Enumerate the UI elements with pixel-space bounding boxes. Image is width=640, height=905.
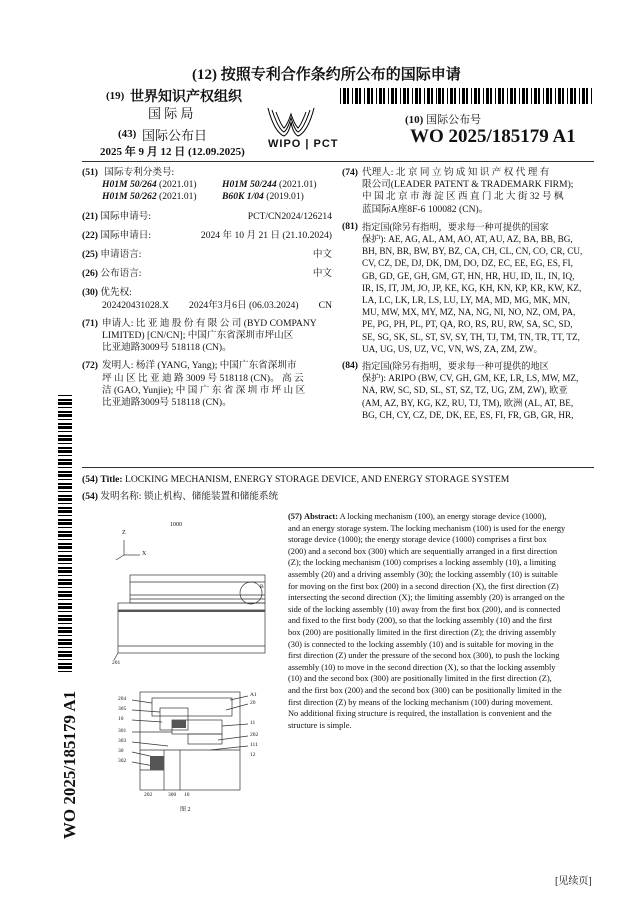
publang-row: (26) 公布语言: 中文 [82,268,332,280]
figure-label: 202 [250,732,259,738]
axis-label-x: X [142,551,147,557]
applicant-block: (71) 申请人: 比 亚 迪 股 份 有 限 公 司 (BYD COMPANY LIMITED) [CN/CN]; 中国广东省深圳市坪山区 比亚迪路3009号 518118 (CN)。 [82,317,317,354]
wipo-logo-text: WIPO | PCT [268,138,339,150]
patent-figure [110,520,270,813]
document-type: (12) 按照专利合作条约所公布的国际申请 [192,67,461,83]
title-cn: (54) 发明名称: 锁止机构、储能装置和储能系统 [82,491,279,502]
pubno-value: WO 2025/185179 A1 [410,126,576,147]
priority-block: (30) 优先权: 202420431028.X 2024年3月6日 (06.03.2024) CN [82,287,332,311]
ipc-entry: B60K 1/04 (2019.01) [222,191,304,203]
org-sub: 国 际 局 [148,106,194,121]
ipc-entry: H01M 50/262 (2021.01) [102,191,197,203]
lang-row: (25) 申请语言: 中文 [82,249,332,261]
figure-label: A1 [250,692,257,698]
publang-value: 中文 [312,268,332,280]
filing-value: 2024 年 10 月 21 日 (21.10.2024) [200,229,332,241]
org-name: 世界知识产权组织 [130,90,242,105]
filing-row: (22) 国际申请日: 2024 年 10 月 21 日 (21.10.2024) [82,229,332,241]
pubdate-value: 2025 年 9 月 12 日 (12.09.2025) [100,146,245,158]
appno-row: (21) 国际申请号: PCT/CN2024/126214 [82,210,332,222]
figure-label: 303 [118,738,127,744]
figure-label: 302 [118,758,127,764]
regional-states-block: (84) 指定国(除另有指明，要求每一种可提供的地区 保护): ARIPO (BW, CV, GH, GM, KE, LR, LS, MW, MZ, NA, RW, SC, SD, SL, ST, SZ, TZ, UG, ZM, ZW), 欧亚 (AM, AZ, BY, KG, KZ, RU, TJ, TM), 欧洲 (AL, AT, BE, BG, CH, CY, CZ, DE, DK, EE, ES, FI, FR, GB, GR, HR, [342,360,579,420]
appno-value: PCT/CN2024/126214 [247,210,332,222]
pubno-code-text: (10) [405,114,424,126]
left-column [82,167,332,409]
title-divider [82,467,594,468]
ipc-entry: H01M 50/264 (2021.01) [102,179,197,191]
figure-label: B [260,584,264,590]
pubno-code [405,111,481,127]
figure-label: 12 [250,752,256,758]
axis-label-z: Z [122,530,126,536]
figure-label: 202 [144,792,153,798]
priority-number: 202420431028.X [102,299,169,311]
title-cn-value: 锁止机构、储能装置和储能系统 [143,491,279,502]
continued-note: [见续页] [555,876,592,887]
abstract: (57) Abstract: A locking mechanism (100), an energy storage device (1000), and an energy storage system. The locking mechanism (100) is used for the energy storage device (1000); the energy storage device (1000) comprises a first box (200) and a second box (300) which are sequentially arranged in a first direction (Z); the locking mechanism (100) comprises a locking assembly (10), a limiting assembly (20) and a driving assembly (30); the locking assembly (10) is suitable for moving on the first box (200) in a second direction (X), the first direction (Z) intersecting the second direction (X); the limiting assembly (20) is arranged on the side of the locking assembly (10) away from the first box (200), and is connected and fixed to the first body (200), so that the locking assembly (10) and the first box (200) are positionally limited in the first direction (Z); the driving assembly (30) is connected to the locking assembly (10) and is suitable for moving in the first direction (Z) under the pressure of the second box (300), to push the locking assembly (10) to move in the second direction (X), so that the locking assembly (10) and the second box (300) are positionally limited in the first direction (Z), and the first box (200) and the second box (300) can be positionally limited in the first direction (Z) by means of the locking mechanism (100) during movement. No additional fixing structure is required, the installation is convenient and the structure is simple. [288,512,566,730]
side-publication-number: WO 2025/185179 A1 [60,690,79,840]
lang-value: 中文 [312,249,332,261]
ipc-entry: H01M 50/244 (2021.01) [222,179,317,191]
figure-top-label: 1000 [170,522,182,528]
figure-label: 201 [112,660,121,666]
figure-caption: 图 2 [180,807,191,813]
top-barcode [340,88,594,104]
figure-label: 305 [118,706,127,712]
agent-block: (74) 代理人: 北 京 同 立 钧 成 知 识 产 权 代 理 有 限公司(LEADER PATENT & TRADEMARK FIRM); 中 国 北 京 市 海 淀 区 西 直 门 北 大 街 32 号 枫 蓝国际A座8F-6 100082 (CN)。 [342,167,574,215]
title-en-value: LOCKING MECHANISM, ENERGY STORAGE DEVICE, AND ENERGY STORAGE SYSTEM [125,474,510,485]
figure-label: 111 [250,742,258,748]
pubdate-label: 国际公布日 [142,128,208,143]
header-divider [82,161,594,162]
pubdate-code: (43) [118,128,137,140]
figure-label: 11 [250,720,256,726]
title-en: (54) Title: LOCKING MECHANISM, ENERGY STORAGE DEVICE, AND ENERGY STORAGE SYSTEM [82,474,510,485]
right-column [342,167,594,421]
priority-country: CN [318,299,332,311]
figure-label: 30 [118,748,124,754]
ipc-label: 国际专利分类号: [104,167,175,178]
figure-label: 301 [118,728,127,734]
figure-label: 10 [118,716,124,722]
ipc-entries [102,179,332,203]
ipc-code: (51) [82,167,98,178]
org-code: (19) [106,90,125,102]
figure-label: 20 [250,700,256,706]
figure-label: 204 [118,696,127,702]
priority-date: 2024年3月6日 (06.03.2024) [189,299,299,311]
figure-label: 10 [184,792,190,798]
side-barcode [58,395,72,675]
inventor-block: (72) 发明人: 杨洋 (YANG, Yang); 中国广东省深圳市 坪 山 区 比 亚 迪 路 3009 号 518118 (CN)。 高 云 洁 (GAO, Yunjie); 中 国 广 东 省 深 圳 市 坪 山 区 比亚迪路3009号 518118 (CN)。 [82,360,306,409]
figure-label: 300 [168,792,177,798]
pubno-label: 国际公布号 [426,114,482,126]
ipc-block [82,167,332,204]
designated-states-block: (81) 指定国(除另有指明，要求每一种可提供的国家 保护): AE, AG, AL, AM, AO, AT, AU, AZ, BA, BB, BG, BH, BN, BR, BW, BY, BZ, CA, CH, CL, CN, CO, CR, CU, CV, CZ, DE, DJ, DK, DM, DO, DZ, EC, EE, EG, ES, FI, GB, GD, GE, GH, GM, GT, HN, HR, HU, ID, IL, IN, IQ, IR, IS, IT, JM, JO, JP, KE, KG, KH, KN, KP, KR, KW, KZ, LA, LC, LK, LR, LS, LU, LY, MA, MD, MG, MK, MN, MU, MW, MX, MY, MZ, NA, NG, NI, NO, NZ, OM, PA, PE, PG, PH, PL, PT, QA, RO, RS, RU, RW, SA, SC, SD, SE, SG, SK, SL, ST, SV, SY, TH, TJ, TM, TN, TR, TT, TZ, UA, UG, US, UZ, VC, VN, WS, ZA, ZM, ZW。 [342,220,583,354]
